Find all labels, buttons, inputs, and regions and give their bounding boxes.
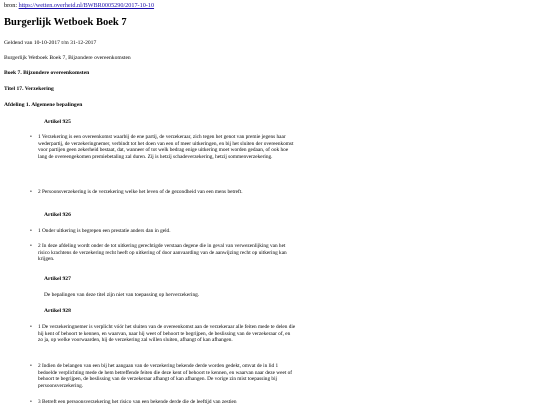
- list-item: • 3 Betreft een persoonsverzekering het risico van een bekende derde die de leeftijd van zestien: [38, 399, 296, 405]
- validity-text: Geldend van 10-10-2017 t/m 31-12-2017: [4, 40, 97, 46]
- list-item: • 1 Verzekering is een overeenkomst waarbij de ene partij, de verzekeraar, zich tegen het genot van premie jegens haar wederpartij, de verzekeringnemer, verbindt tot het doen van een of meer uitkeringen, en bij het sluiten der overeenkomst voor partijen geen zekerheid bestaat, dat, wanneer of tot welk bedrag enige uitkering moet worden gedaan, of ook hoe lang de overeengekomen premiebetaling zal duren. Zij is hetzij schadeverzekering, hetzij sommenverzekering.: [38, 134, 296, 161]
- list-item: • 2 Indien de belangen van een bij het aangaan van de verzekering bekende derde worden gedekt, omvat de in lid 1 bedoelde verplichting mede de hem betreffende feiten die deze kent of behoort te kennen, en waarvan naar deze weet of behoort te begrijpen, de beslissing van de verzekeraar afhangt of kan afhangen. De vorige zin mist toepassing bij persoonsverzekering.: [38, 363, 296, 390]
- source-link[interactable]: https://wetten.overheid.nl/BWBR0005290/2017-10-10: [18, 2, 155, 9]
- list-item: • 2 In deze afdeling wordt onder de tot uitkering gerechtigde verstaan degene die in geval van verwezenlijking van het risico krachtens de verzekering recht heeft op uitkering of door aanvaarding van de aanwijzing recht op uitkering kan krijgen.: [38, 243, 296, 263]
- breadcrumb: Burgerlijk Wetboek Boek 7, Bijzondere overeenkomsten: [4, 55, 131, 61]
- list-item: • 1 De verzekeringnemer is verplicht vóór het sluiten van de overeenkomst aan de verzekeraar alle feiten mede te delen die hij kent of behoort te kennen, en waarvan, naar hij weet of behoort te begrijpen, de beslissing van de verzekeraar of, en zo ja, op welke voorwaarden, hij de verzekering zal willen sluiten, afhangt of kan afhangen.: [38, 324, 296, 344]
- section-heading: Afdeling 1. Algemene bepalingen: [4, 102, 83, 108]
- article-heading: Artikel 925: [44, 119, 71, 125]
- page-title: Burgerlijk Wetboek Boek 7: [4, 17, 127, 28]
- book-heading: Boek 7. Bijzondere overeenkomsten: [4, 70, 90, 76]
- article-text: De bepalingen van deze titel zijn niet van toepassing op herverzekering.: [44, 292, 200, 298]
- title-heading: Titel 17. Verzekering: [4, 86, 54, 92]
- source-line: [4, 2, 154, 9]
- source-prefix: bron:: [4, 2, 18, 9]
- list-item: • 2 Persoonsverzekering is de verzekering welke het leven of de gezondheid van een mens betreft.: [38, 189, 296, 196]
- article-heading: Artikel 927: [44, 276, 71, 282]
- article-heading: Artikel 928: [44, 308, 71, 314]
- article-heading: Artikel 926: [44, 212, 71, 218]
- list-item: • 1 Onder uitkering is begrepen een prestatie anders dan in geld.: [38, 228, 296, 235]
